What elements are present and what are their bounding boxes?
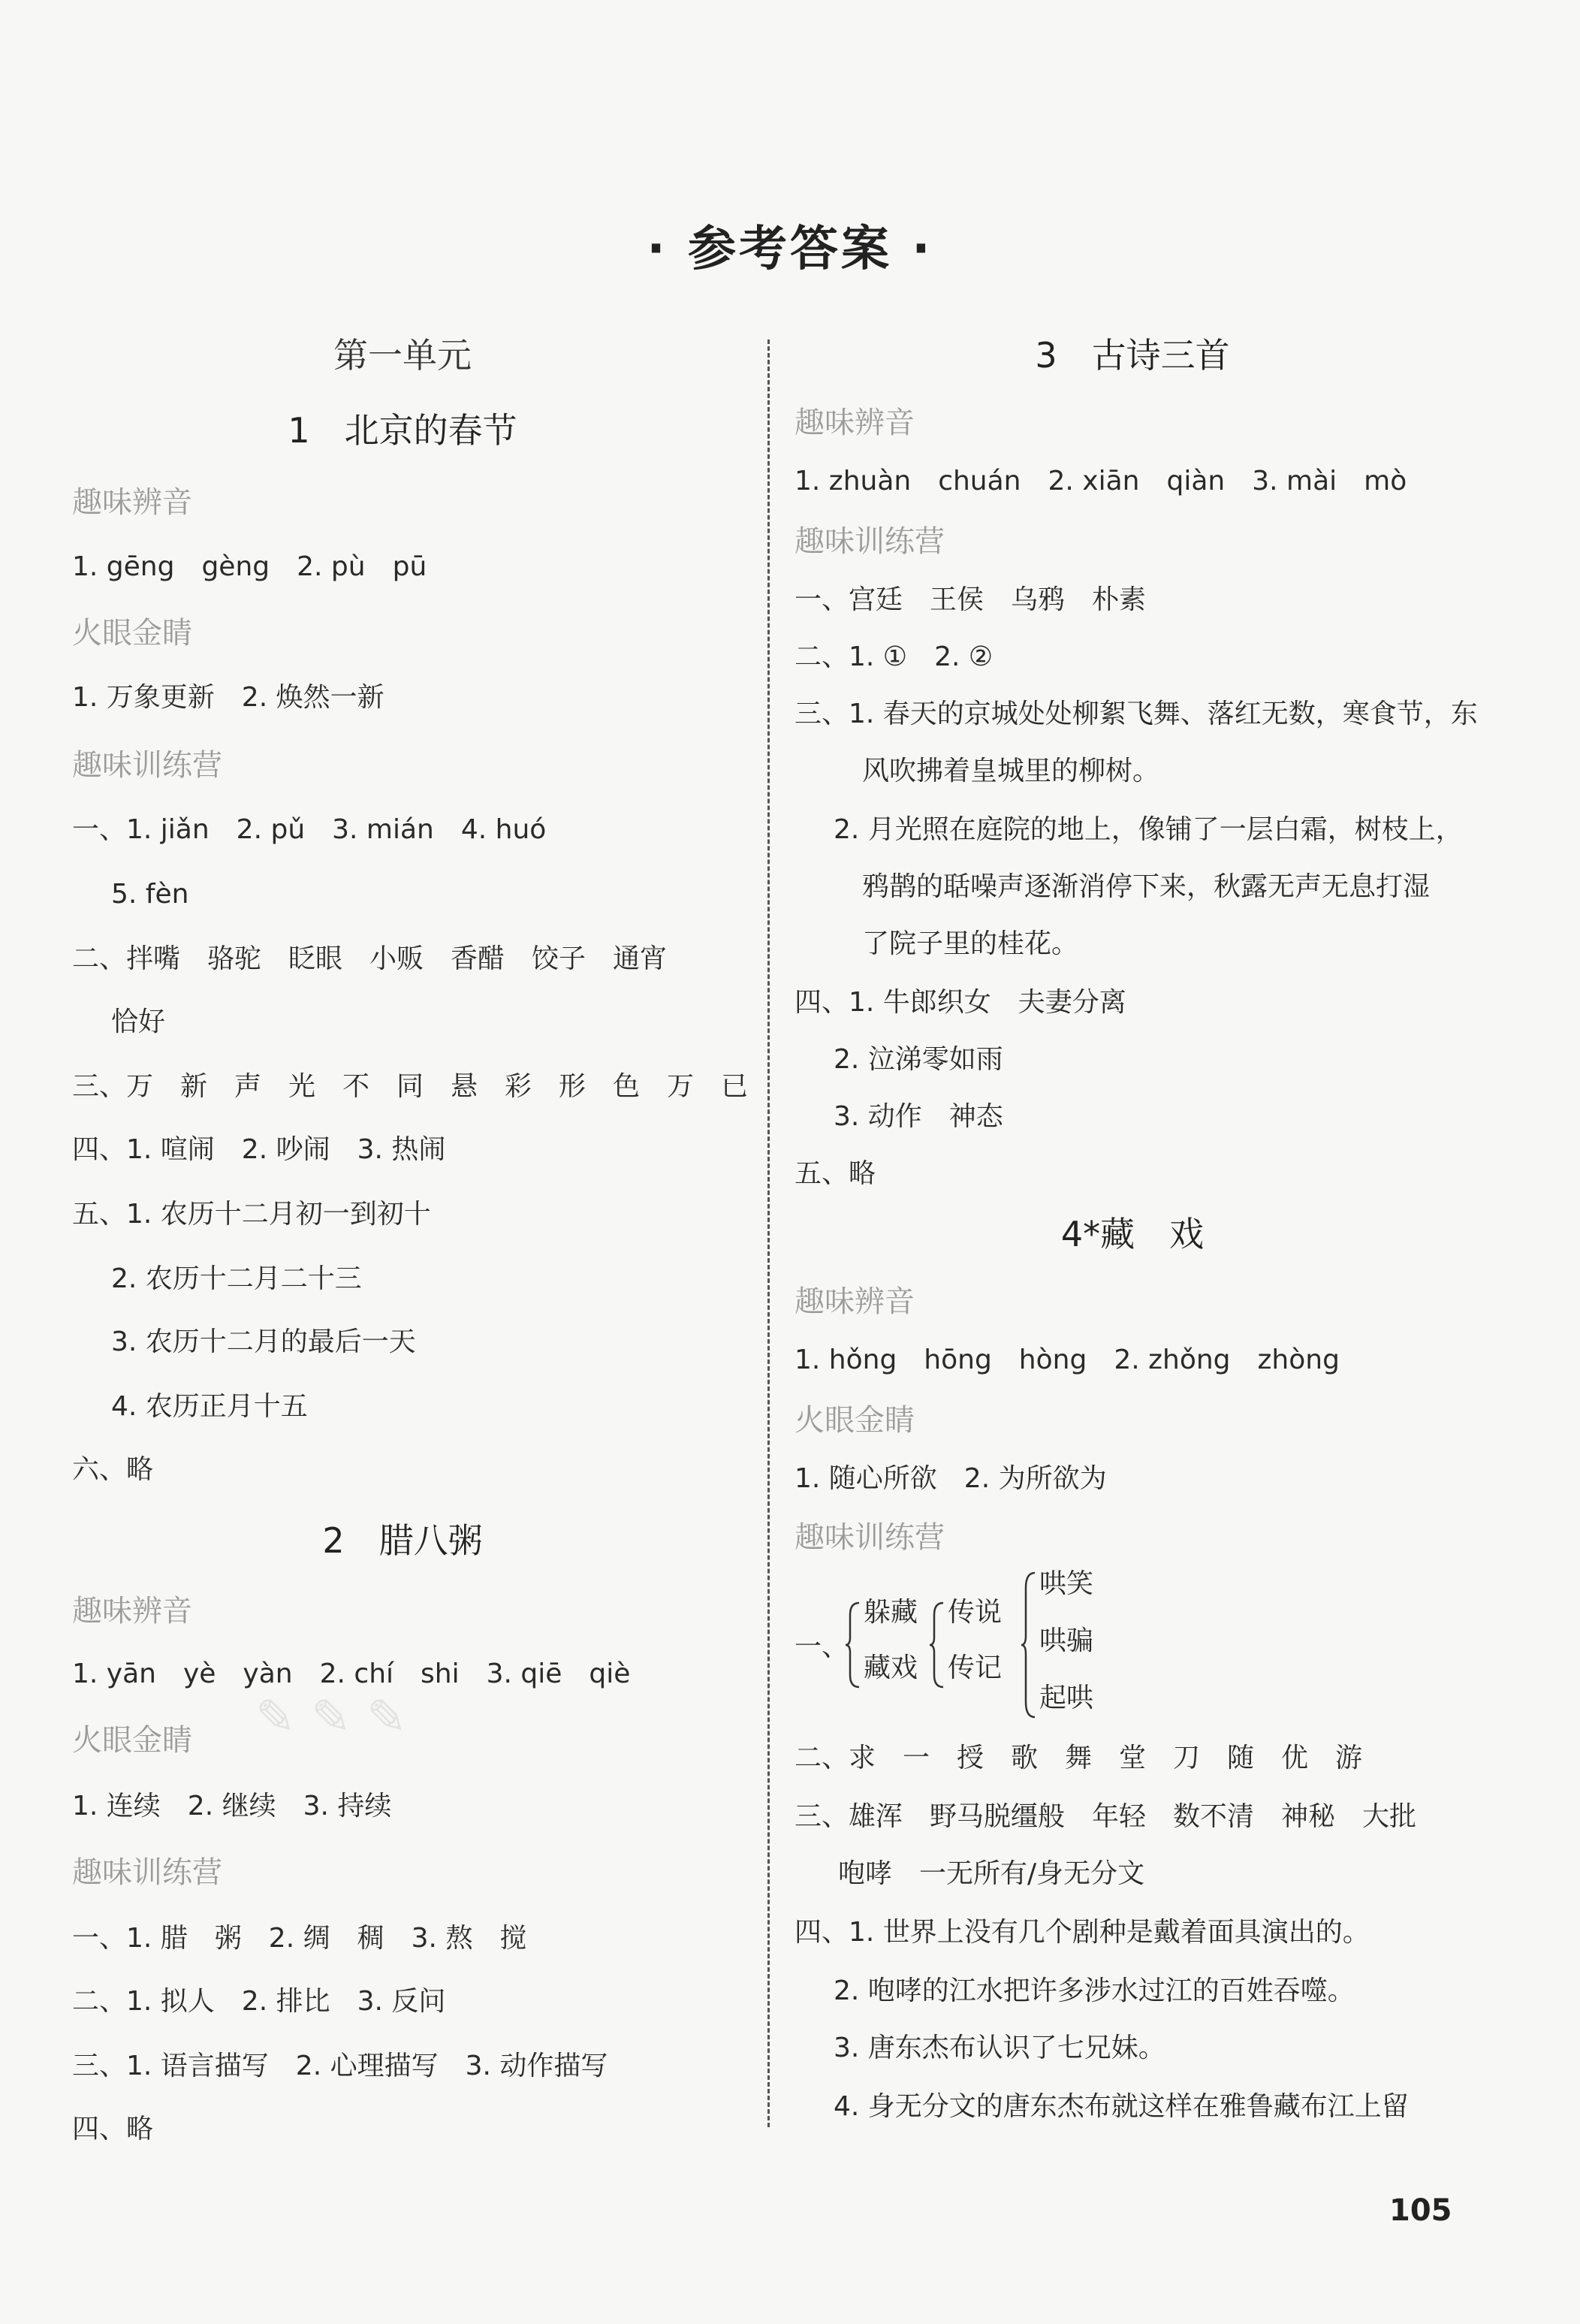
section-title: 趣味辨音 [795, 1284, 915, 1319]
lesson-2-heading: 2 腊八粥 [322, 1520, 483, 1561]
answer-line: 4. 身无分文的唐东杰布就这样在雅鲁藏布江上留 [834, 2091, 1409, 2122]
answer-line: 一、1. jiǎn 2. pǔ 3. mián 4. huó [72, 814, 547, 845]
answer-line: 六、略 [72, 1454, 154, 1485]
answer-line: 一、 [795, 1631, 849, 1662]
answer-line: 2. 农历十二月二十三 [111, 1263, 362, 1294]
left-brace-icon [1020, 1570, 1038, 1720]
section-title: 趣味训练营 [795, 1520, 945, 1555]
answer-line: 四、略 [72, 2114, 154, 2144]
section-title: 火眼金睛 [795, 1403, 915, 1438]
section-title: 趣味训练营 [72, 748, 222, 783]
brace-item: 哄笑 [1039, 1568, 1094, 1599]
answer-line: 三、1. 春天的京城处处柳絮飞舞、落红无数，寒食节，东 [795, 699, 1478, 729]
brace-item: 起哄 [1039, 1683, 1094, 1713]
answer-line: 2. 月光照在庭院的地上，像铺了一层白霜，树枝上， [834, 814, 1463, 845]
answer-line: 一、1. 腊 粥 2. 绸 稠 3. 熬 搅 [72, 1923, 527, 1954]
answer-line: 1. gēng gèng 2. pù pū [72, 551, 427, 582]
answer-line: 二、1. 拟人 2. 排比 3. 反问 [72, 1986, 446, 2017]
column-divider [767, 340, 770, 2127]
answer-line: 了院子里的桂花。 [862, 928, 1079, 959]
section-title: 趣味训练营 [72, 1855, 222, 1890]
answer-line: 3. 唐东杰布认识了七兄妹。 [834, 2033, 1165, 2063]
brace-item: 藏戏 [864, 1652, 918, 1683]
lesson-3-heading: 3 古诗三首 [1035, 335, 1230, 376]
answer-line: 1. 连续 2. 继续 3. 持续 [72, 1791, 392, 1821]
answer-line: 五、1. 农历十二月初一到初十 [72, 1199, 431, 1230]
answer-line: 3. 动作 神态 [834, 1101, 1003, 1132]
answer-line: 1. hǒng hōng hòng 2. zhǒng zhòng [795, 1345, 1340, 1375]
answer-line: 1. 随心所欲 2. 为所欲为 [795, 1463, 1107, 1494]
answer-line: 一、宫廷 王侯 乌鸦 朴素 [795, 584, 1147, 615]
answer-line: 5. fèn [111, 879, 189, 910]
brace-item: 躲藏 [864, 1597, 918, 1628]
answer-line: 三、万 新 声 光 不 同 悬 彩 形 色 万 已 [72, 1071, 749, 1102]
lesson-4-heading: 4*藏 戏 [1060, 1214, 1205, 1254]
brace-item: 传说 [948, 1597, 1003, 1628]
answer-line: 1. zhuàn chuán 2. xiān qiàn 3. mài mò [795, 466, 1407, 496]
brace-item: 哄骗 [1039, 1625, 1094, 1656]
answer-line: 四、1. 世界上没有几个剧种是戴着面具演出的。 [795, 1917, 1370, 1948]
answer-line: 咆哮 一无所有/身无分文 [838, 1858, 1145, 1889]
answer-line: 五、略 [795, 1158, 876, 1189]
section-title: 趣味训练营 [795, 524, 945, 559]
left-brace-icon [844, 1600, 862, 1690]
brace-item: 传记 [948, 1652, 1003, 1683]
answer-line: 四、1. 喧闹 2. 吵闹 3. 热闹 [72, 1134, 446, 1165]
answer-line: 1. 万象更新 2. 焕然一新 [72, 682, 384, 713]
page-number: 105 [1389, 2193, 1452, 2228]
unit-title: 第一单元 [333, 335, 472, 376]
answer-line: 风吹拂着皇城里的柳树。 [862, 756, 1160, 786]
section-title: 趣味辨音 [72, 1594, 192, 1628]
section-title: 趣味辨音 [795, 406, 915, 440]
left-brace-icon [928, 1600, 946, 1690]
answer-line: 二、求 一 授 歌 舞 堂 刀 随 优 游 [795, 1743, 1363, 1773]
answer-line: 鸦鹊的聒噪声逐渐消停下来，秋露无声无息打湿 [862, 871, 1431, 902]
answer-line: 三、1. 语言描写 2. 心理描写 3. 动作描写 [72, 2051, 608, 2081]
answer-line: 1. yān yè yàn 2. chí shi 3. qiē qiè [72, 1658, 631, 1689]
lesson-1-heading: 1 北京的春节 [288, 410, 517, 451]
answer-line: 二、1. ① 2. ② [795, 641, 994, 672]
answer-line: 恰好 [111, 1007, 166, 1037]
answer-line: 四、1. 牛郎织女 夫妻分离 [795, 987, 1126, 1018]
watermark-icon: ✎ ✎ ✎ [255, 1690, 407, 1746]
answer-line: 三、雄浑 野马脱缰般 年轻 数不清 神秘 大批 [795, 1801, 1417, 1832]
section-title: 趣味辨音 [72, 485, 192, 520]
answer-line: 2. 泣涕零如雨 [834, 1044, 1003, 1075]
section-title: 火眼金睛 [72, 1723, 192, 1758]
page-title: · 参考答案 · [647, 222, 933, 277]
answer-line: 2. 咆哮的江水把许多涉水过江的百姓吞噬。 [834, 1975, 1355, 2006]
answer-line: 二、拌嘴 骆驼 眨眼 小贩 香醋 饺子 通宵 [72, 943, 668, 974]
answer-line: 4. 农历正月十五 [111, 1391, 308, 1422]
section-title: 火眼金睛 [72, 616, 192, 650]
answer-line: 3. 农历十二月的最后一天 [111, 1326, 416, 1357]
